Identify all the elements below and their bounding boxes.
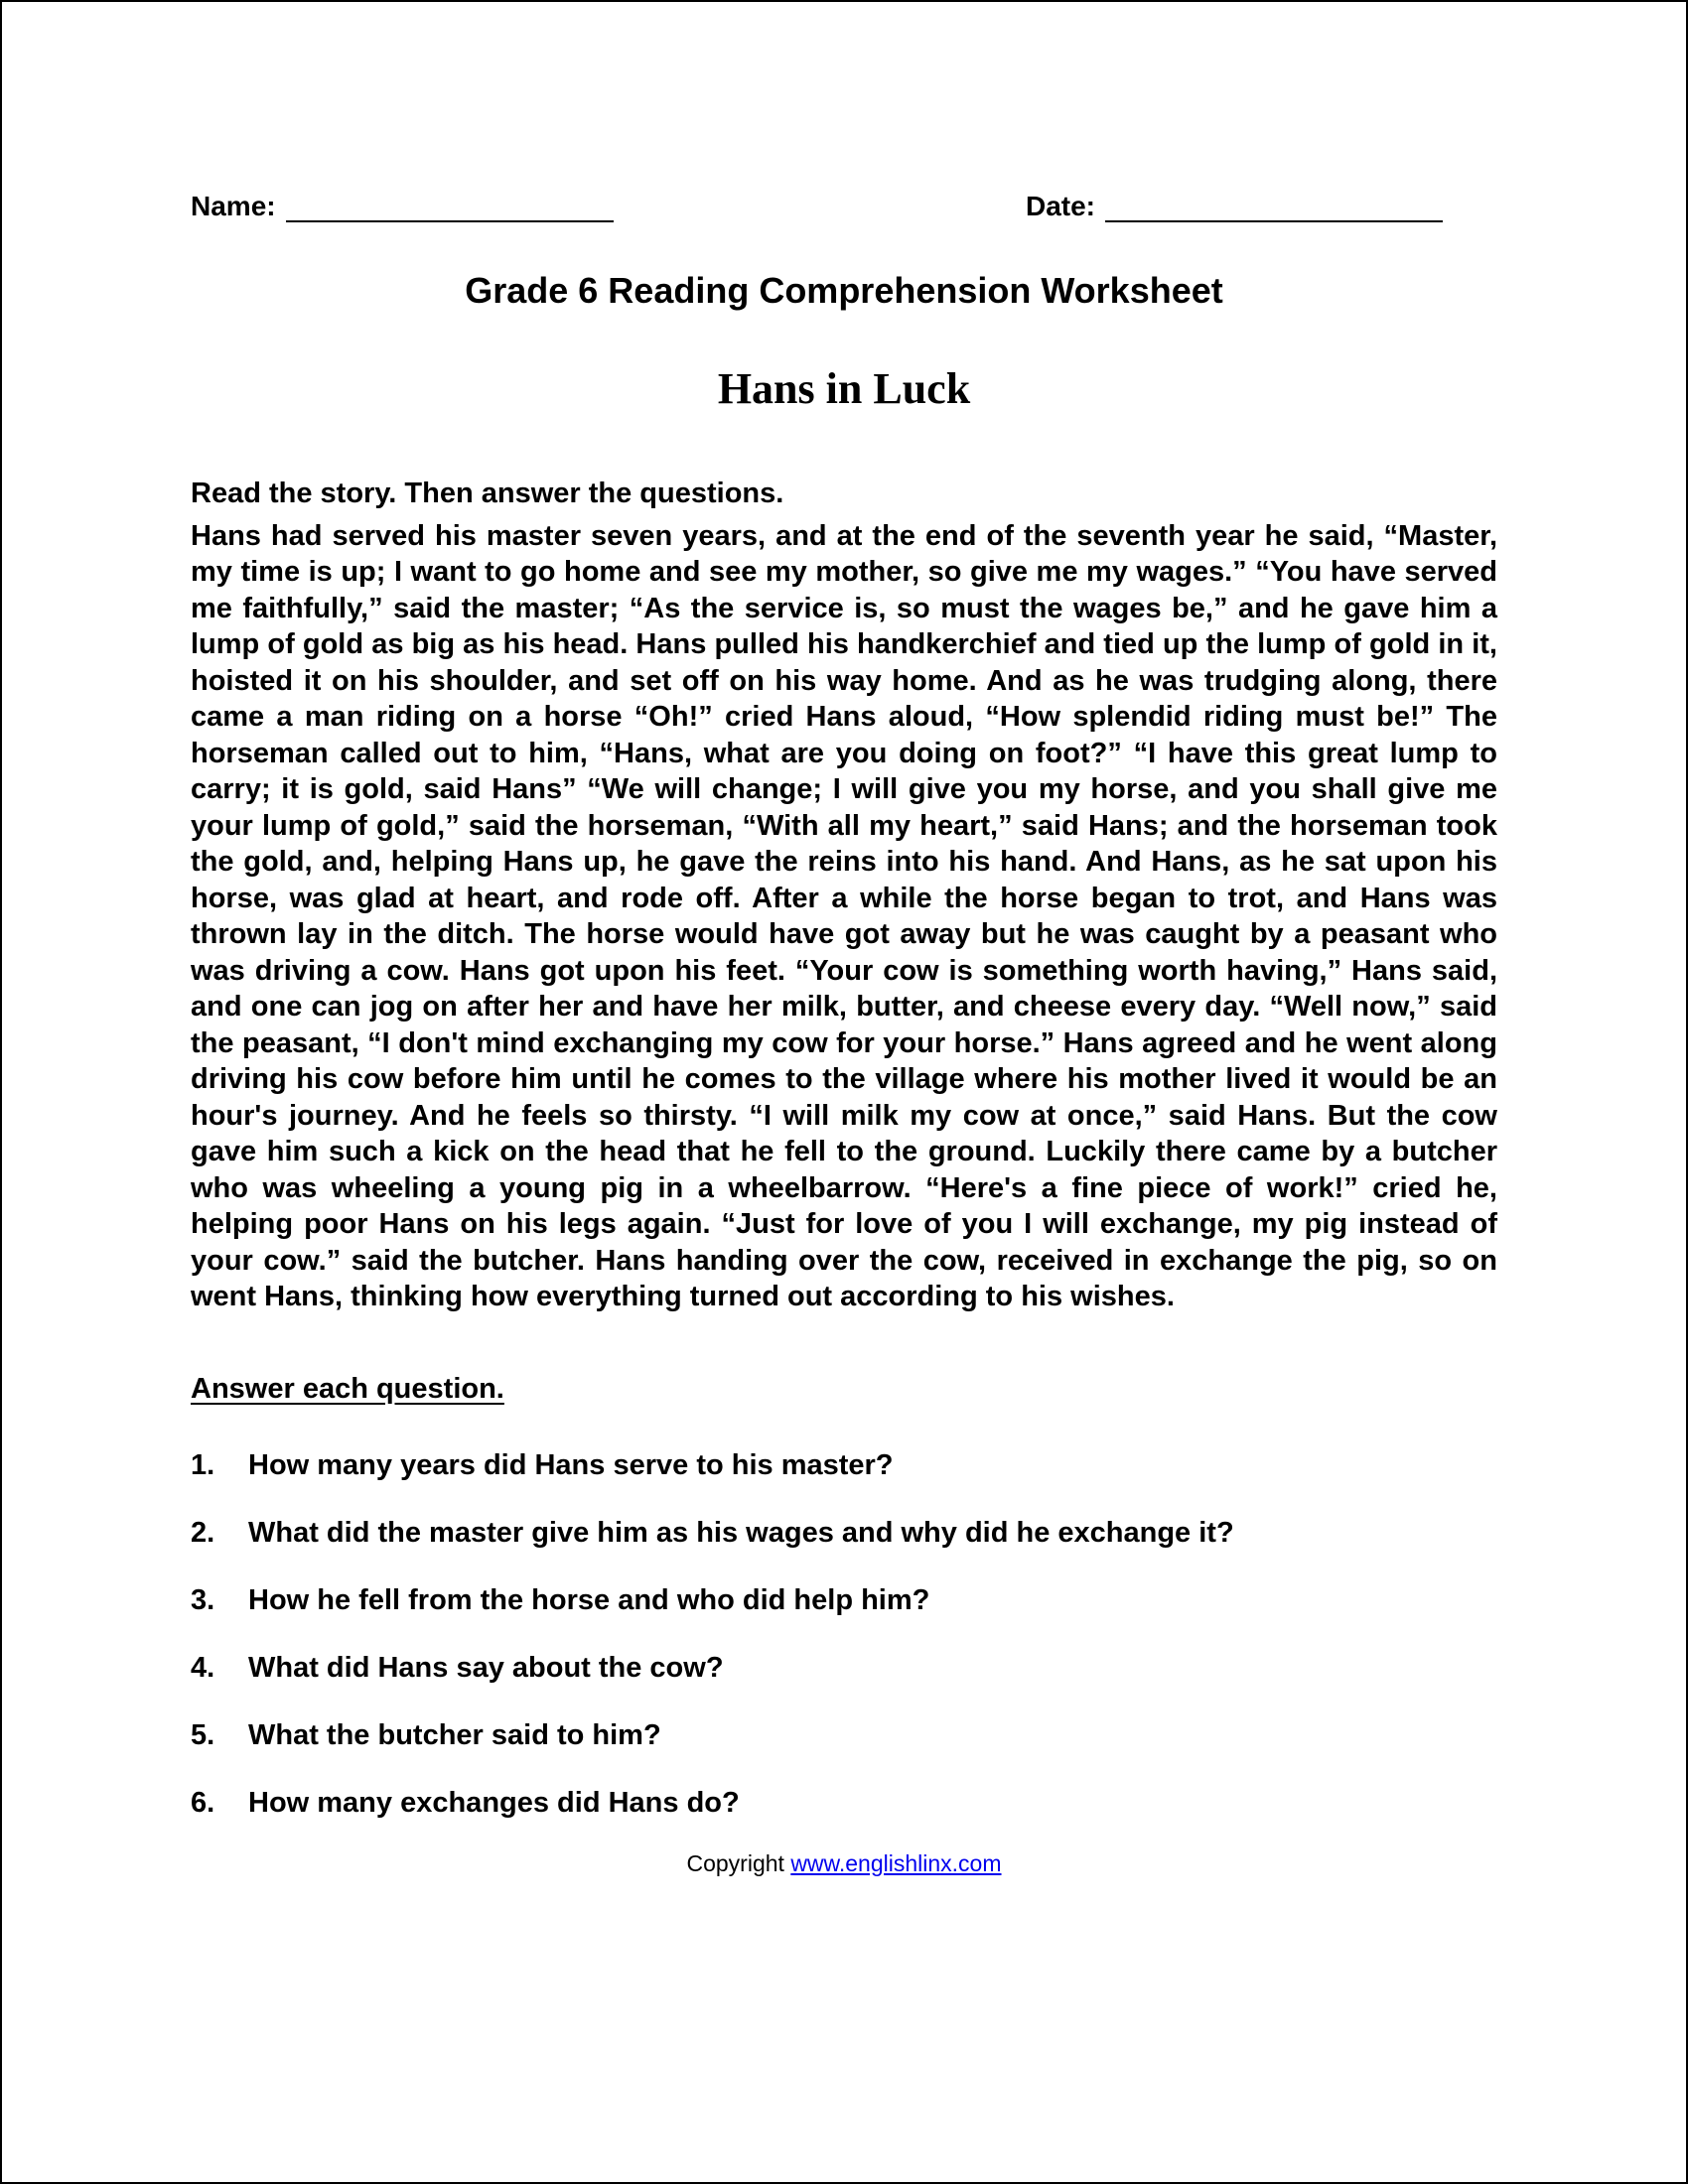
copyright-link[interactable]: www.englishlinx.com [790,1849,1002,1876]
question-item [191,1783,1497,1823]
question-item [191,1648,1497,1688]
questions-heading [191,1373,1497,1406]
story-title: Hans in Luck [717,364,971,413]
question-text: How many years did Hans serve to his master? [248,1448,894,1481]
question-item [191,1445,1497,1485]
date-label: Date: [1025,191,1095,221]
questions-heading-text: Answer each question. [191,1372,504,1405]
question-text: How many exchanges did Hans do? [248,1786,740,1819]
story-text: Hans had served his master seven years, and at the end of the seventh year he said, “Master, my time is up; I want to go home and see my mother, so give me my wages.” “You have served me faithfully,” said the master; “As the service is, so must the wages be,” and he gave him a lump of gold as big as his head. Hans pulled his handkerchief and tied up the lump of gold in it, hoisted it on his shoulder, and set off on his way home. And as he was trudging along, there came a man riding on a horse “Oh!” cried Hans aloud, “How splendid riding must be!” The horseman called out to him, “Hans, what are you doing on foot?” “I have this great lump to carry; it is gold, said Hans” “We will change; I will give you my horse, and you shall give me your lump of gold,” said the horseman, “With all my heart,” said Hans; and the horseman took the gold, and, helping Hans up, he gave the reins into his hand. And Hans, as he sat upon his horse, was glad at heart, and rode off. After a while the horse began to trot, and Hans was thrown lay in the ditch. The horse would have got away but he was caught by a peasant who was driving a cow. Hans got upon his feet. “Your cow is something worth having,” Hans said, and one can jog on after her and have her milk, butter, and cheese every day. “Well now,” said the peasant, “I don't mind exchanging my cow for your horse.” Hans agreed and he went along driving his cow before him until he comes to the village where his mother lived it would be an hour's journey. And he feels so thirsty. “I will milk my cow at once,” said Hans. But the cow gave him such a kick on the head that he fell to the ground. Luckily there came by a butcher who was wheeling a young pig in a wheelbarrow. “Here's a fine piece of work!” cried he, helping poor Hans on his legs again. “Just for love of you I will exchange, my pig instead of your cow.” said the butcher. Hans handing over the cow, received in exchange the pig, so on went Hans, thinking how everything turned out according to his wishes. [191,519,1497,1312]
question-text: How he fell from the horse and who did help him? [248,1583,930,1616]
date-blank-input[interactable] [1105,191,1443,222]
footer [191,1850,1497,1877]
name-blank-input[interactable] [286,191,614,222]
questions-list [191,1445,1497,1823]
question-text: What the butcher said to him? [248,1718,661,1751]
name-date-row [191,191,1497,222]
question-text: What did the master give him as his wages and why did he exchange it? [248,1516,1234,1549]
name-label: Name: [191,191,276,221]
page-title: Grade 6 Reading Comprehension Worksheet [465,270,1223,311]
question-item [191,1715,1497,1755]
copyright-text: Copyright [686,1849,791,1876]
question-item [191,1513,1497,1553]
instructions-text: Read the story. Then answer the questions. [191,478,784,509]
question-text: What did Hans say about the cow? [248,1651,724,1684]
name-field-group [191,191,614,222]
question-item [191,1580,1497,1620]
date-field-group [1026,191,1443,222]
